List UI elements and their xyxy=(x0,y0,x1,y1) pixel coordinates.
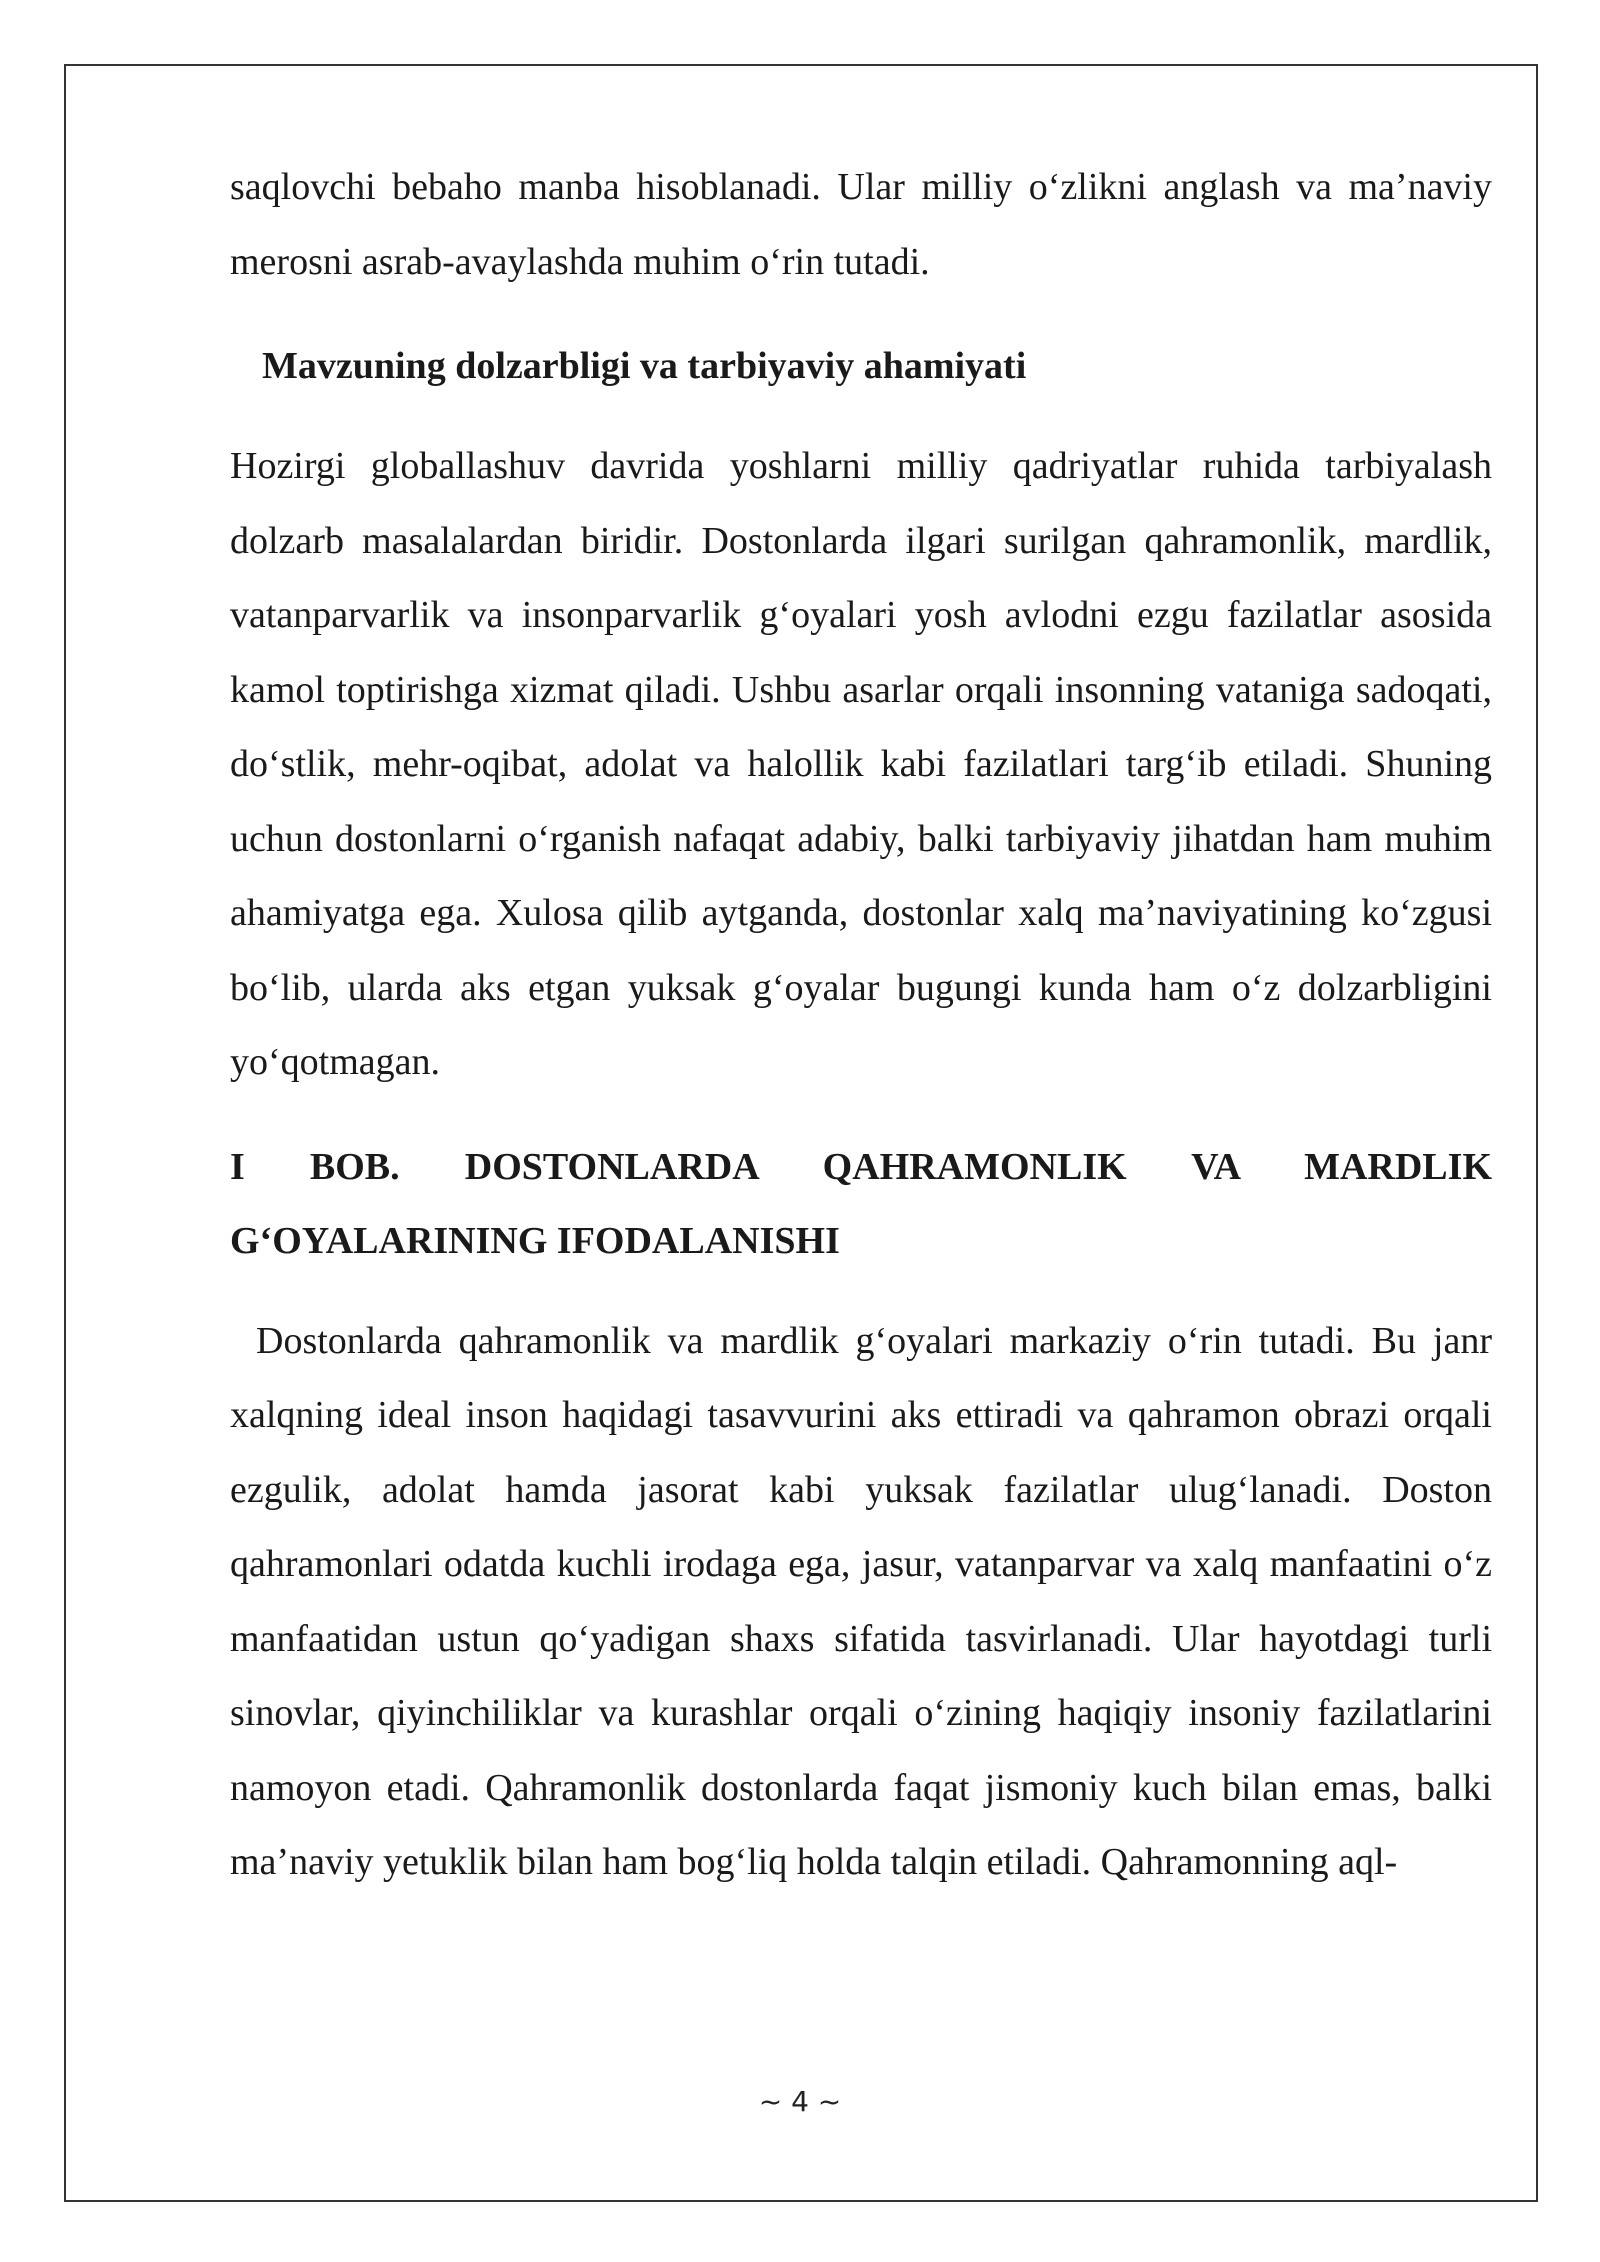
page-content xyxy=(230,150,1492,1900)
body-paragraph: Hozirgi globallashuv davrida yoshlarni milliy qadriyatlar ruhida tarbiyalash dolzarb masalalardan biridir. Dostonlarda ilgari surilgan qahramonlik, mardlik, vatanparvarlik va insonparvarlik g‘oyalari yosh avlodni ezgu fazilatlar asosida kamol toptirishga xizmat qiladi. Ushbu asarlar orqali insonning vataniga sadoqati, do‘stlik, mehr-oqibat, adolat va halollik kabi fazilatlari targ‘ib etiladi. Shuning uchun dostonlarni o‘rganish nafaqat adabiy, balki tarbiyaviy jihatdan ham muhim ahamiyatga ega. Xulosa qilib aytganda, dostonlar xalq ma’naviyatining ko‘zgusi bo‘lib, ularda aks etgan yuksak g‘oyalar bugungi kunda ham o‘z dolzarbligini yo‘qotmagan. xyxy=(230,445,1492,1083)
body-paragraph: saqlovchi bebaho manba hisoblanadi. Ular milliy o‘zlikni anglash va ma’naviy merosni asrab-avaylashda muhim o‘rin tutadi. xyxy=(230,166,1492,283)
body-paragraph: Dostonlarda qahramonlik va mardlik g‘oyalari markaziy o‘rin tutadi. Bu janr xalqning ideal inson haqidagi tasavvurini aks ettiradi va qahramon obrazi orqali ezgulik, adolat hamda jasorat kabi yuksak fazilatlar ulug‘lanadi. Doston qahramonlari odatda kuchli irodaga ega, jasur, vatanparvar va xalq manfaatini o‘z manfaatidan ustun qo‘yadigan shaxs sifatida tasvirlanadi. Ular hayotdagi turli sinovlar, qiyinchiliklar va kurashlar orqali o‘zining haqiqiy insoniy fazilatlarini namoyon etadi. Qahramonlik dostonlarda faqat jismoniy kuch bilan emas, balki ma’naviy yetuklik bilan ham bog‘liq holda talqin etiladi. Qahramonning aql- xyxy=(230,1319,1492,1883)
section-subheading: Mavzuning dolzarbligi va tarbiyaviy ahamiyati xyxy=(262,345,1027,387)
chapter-heading: I BOB. DOSTONLARDA QAHRAMONLIK VA MARDLIK G‘OYALARINING IFODALANISHI xyxy=(230,1145,1492,1262)
page-number: ~ 4 ~ xyxy=(758,2085,842,2118)
